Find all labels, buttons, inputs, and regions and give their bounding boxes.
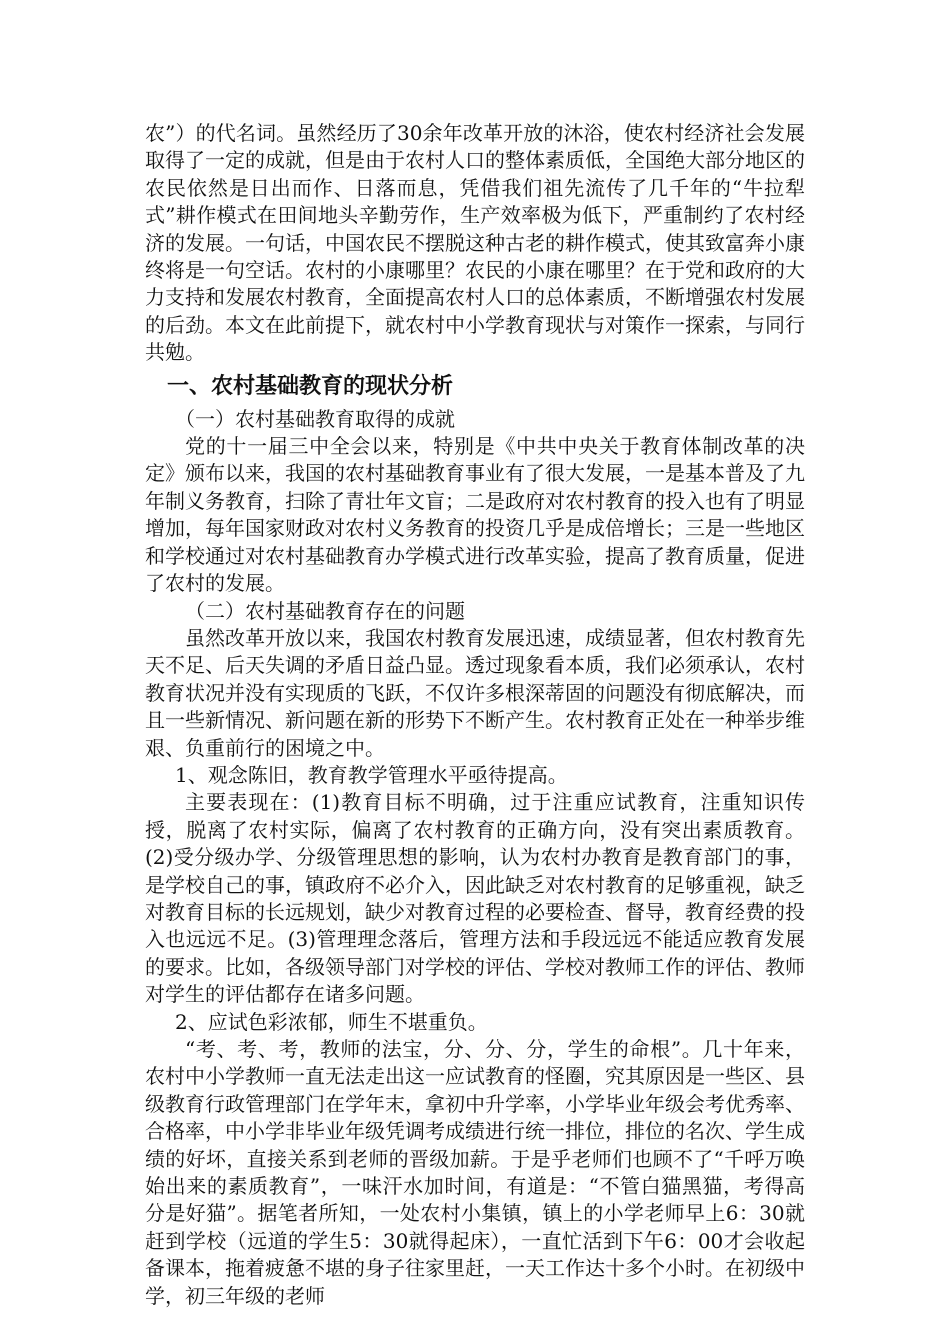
- document-page: [145, 120, 805, 1310]
- sub-heading-problems: （二）农村基础教育存在的问题: [185, 598, 465, 623]
- exam-pressure-paragraph: “考、考、考，教师的法宝，分、分、分，学生的命根”。几十年来，农村中小学教师一直无法走出这一应试教育的怪圈，究其原因是一些区、县级教育行政管理部门在学年末，拿初中升学率，小学毕业年级会考优秀率、合格率，中小学非毕业年级凭调考成绩进行统一排位，排位的名次、学生成绩的好坏，直接关系到老师的晋级加薪。于是乎老师们也顾不了“千呼万唤始出来的素质教育”，一味汗水加时间，有道是：“不管白猫黑猫，考得高分是好猫”。据笔者所知，一处农村小集镇，镇上的小学老师早上6：30就赶到学校（远道的学生5：30就得起床），一直忙活到下午6：00才会收起备课本，拖着疲惫不堪的身子往家里赶，一天工作达十多个小时。在初级中学，初三年级的老师: [145, 1037, 805, 1308]
- item-heading-outdated-concepts: 1、观念陈旧，教育教学管理水平亟待提高。: [175, 762, 568, 787]
- problems-paragraph: 虽然改革开放以来，我国农村教育发展迅速，成绩显著，但农村教育先天不足、后天失调的矛盾日益凸显。透过现象看本质，我们必须承认，农村教育状况并没有实现质的飞跃，不仅许多根深蒂固的问题没有彻底解决，而且一些新情况、新问题在新的形势下不断产生。农村教育正处在一种举步维艰、负重前行的困境之中。: [145, 625, 805, 760]
- intro-paragraph: 农”）的代名词。虽然经历了30余年改革开放的沐浴，使农村经济社会发展取得了一定的成就，但是由于农村人口的整体素质低，全国绝大部分地区的农民依然是日出而作、日落而息，凭借我们祖先流传了几千年的“牛拉犁式”耕作模式在田间地头辛勤劳作，生产效率极为低下，严重制约了农村经济的发展。一句话，中国农民不摆脱这种古老的耕作模式，使其致富奔小康终将是一句空话。农村的小康哪里？农民的小康在哪里？在于党和政府的大力支持和发展农村教育，全面提高农村人口的总体素质，不断增强农村发展的后劲。本文在此前提下，就农村中小学教育现状与对策作一探索，与同行共勉。: [145, 121, 805, 365]
- sub-heading-achievements: （一）农村基础教育取得的成就: [175, 406, 455, 431]
- item-heading-exam-pressure: 2、应试色彩浓郁，师生不堪重负。: [175, 1009, 488, 1034]
- section-heading-status-analysis: 一、农村基础教育的现状分析: [167, 373, 454, 399]
- achievements-paragraph: 党的十一届三中全会以来，特别是《中共中央关于教育体制改革的决定》颁布以来，我国的农村基础教育事业有了很大发展，一是基本普及了九年制义务教育，扫除了青壮年文盲；二是政府对农村教育的投入也有了明显增加，每年国家财政对农村义务教育的投资几乎是成倍增长；三是一些地区和学校通过对农村基础教育办学模式进行改革实验，提高了教育质量，促进了农村的发展。: [145, 434, 805, 596]
- outdated-concepts-paragraph: 主要表现在：(1)教育目标不明确，过于注重应试教育，注重知识传授，脱离了农村实际，偏离了农村教育的正确方向，没有突出素质教育。(2)受分级办学、分级管理思想的影响，认为农村办教育是教育部门的事，是学校自己的事，镇政府不必介入，因此缺乏对农村教育的足够重视，缺乏对教育目标的长远规划，缺少对教育过程的必要检查、督导，教育经费的投入也远远不足。(3)管理理念落后，管理方法和手段远远不能适应教育发展的要求。比如，各级领导部门对学校的评估、学校对教师工作的评估、教师对学生的评估都存在诸多问题。: [145, 790, 805, 1007]
